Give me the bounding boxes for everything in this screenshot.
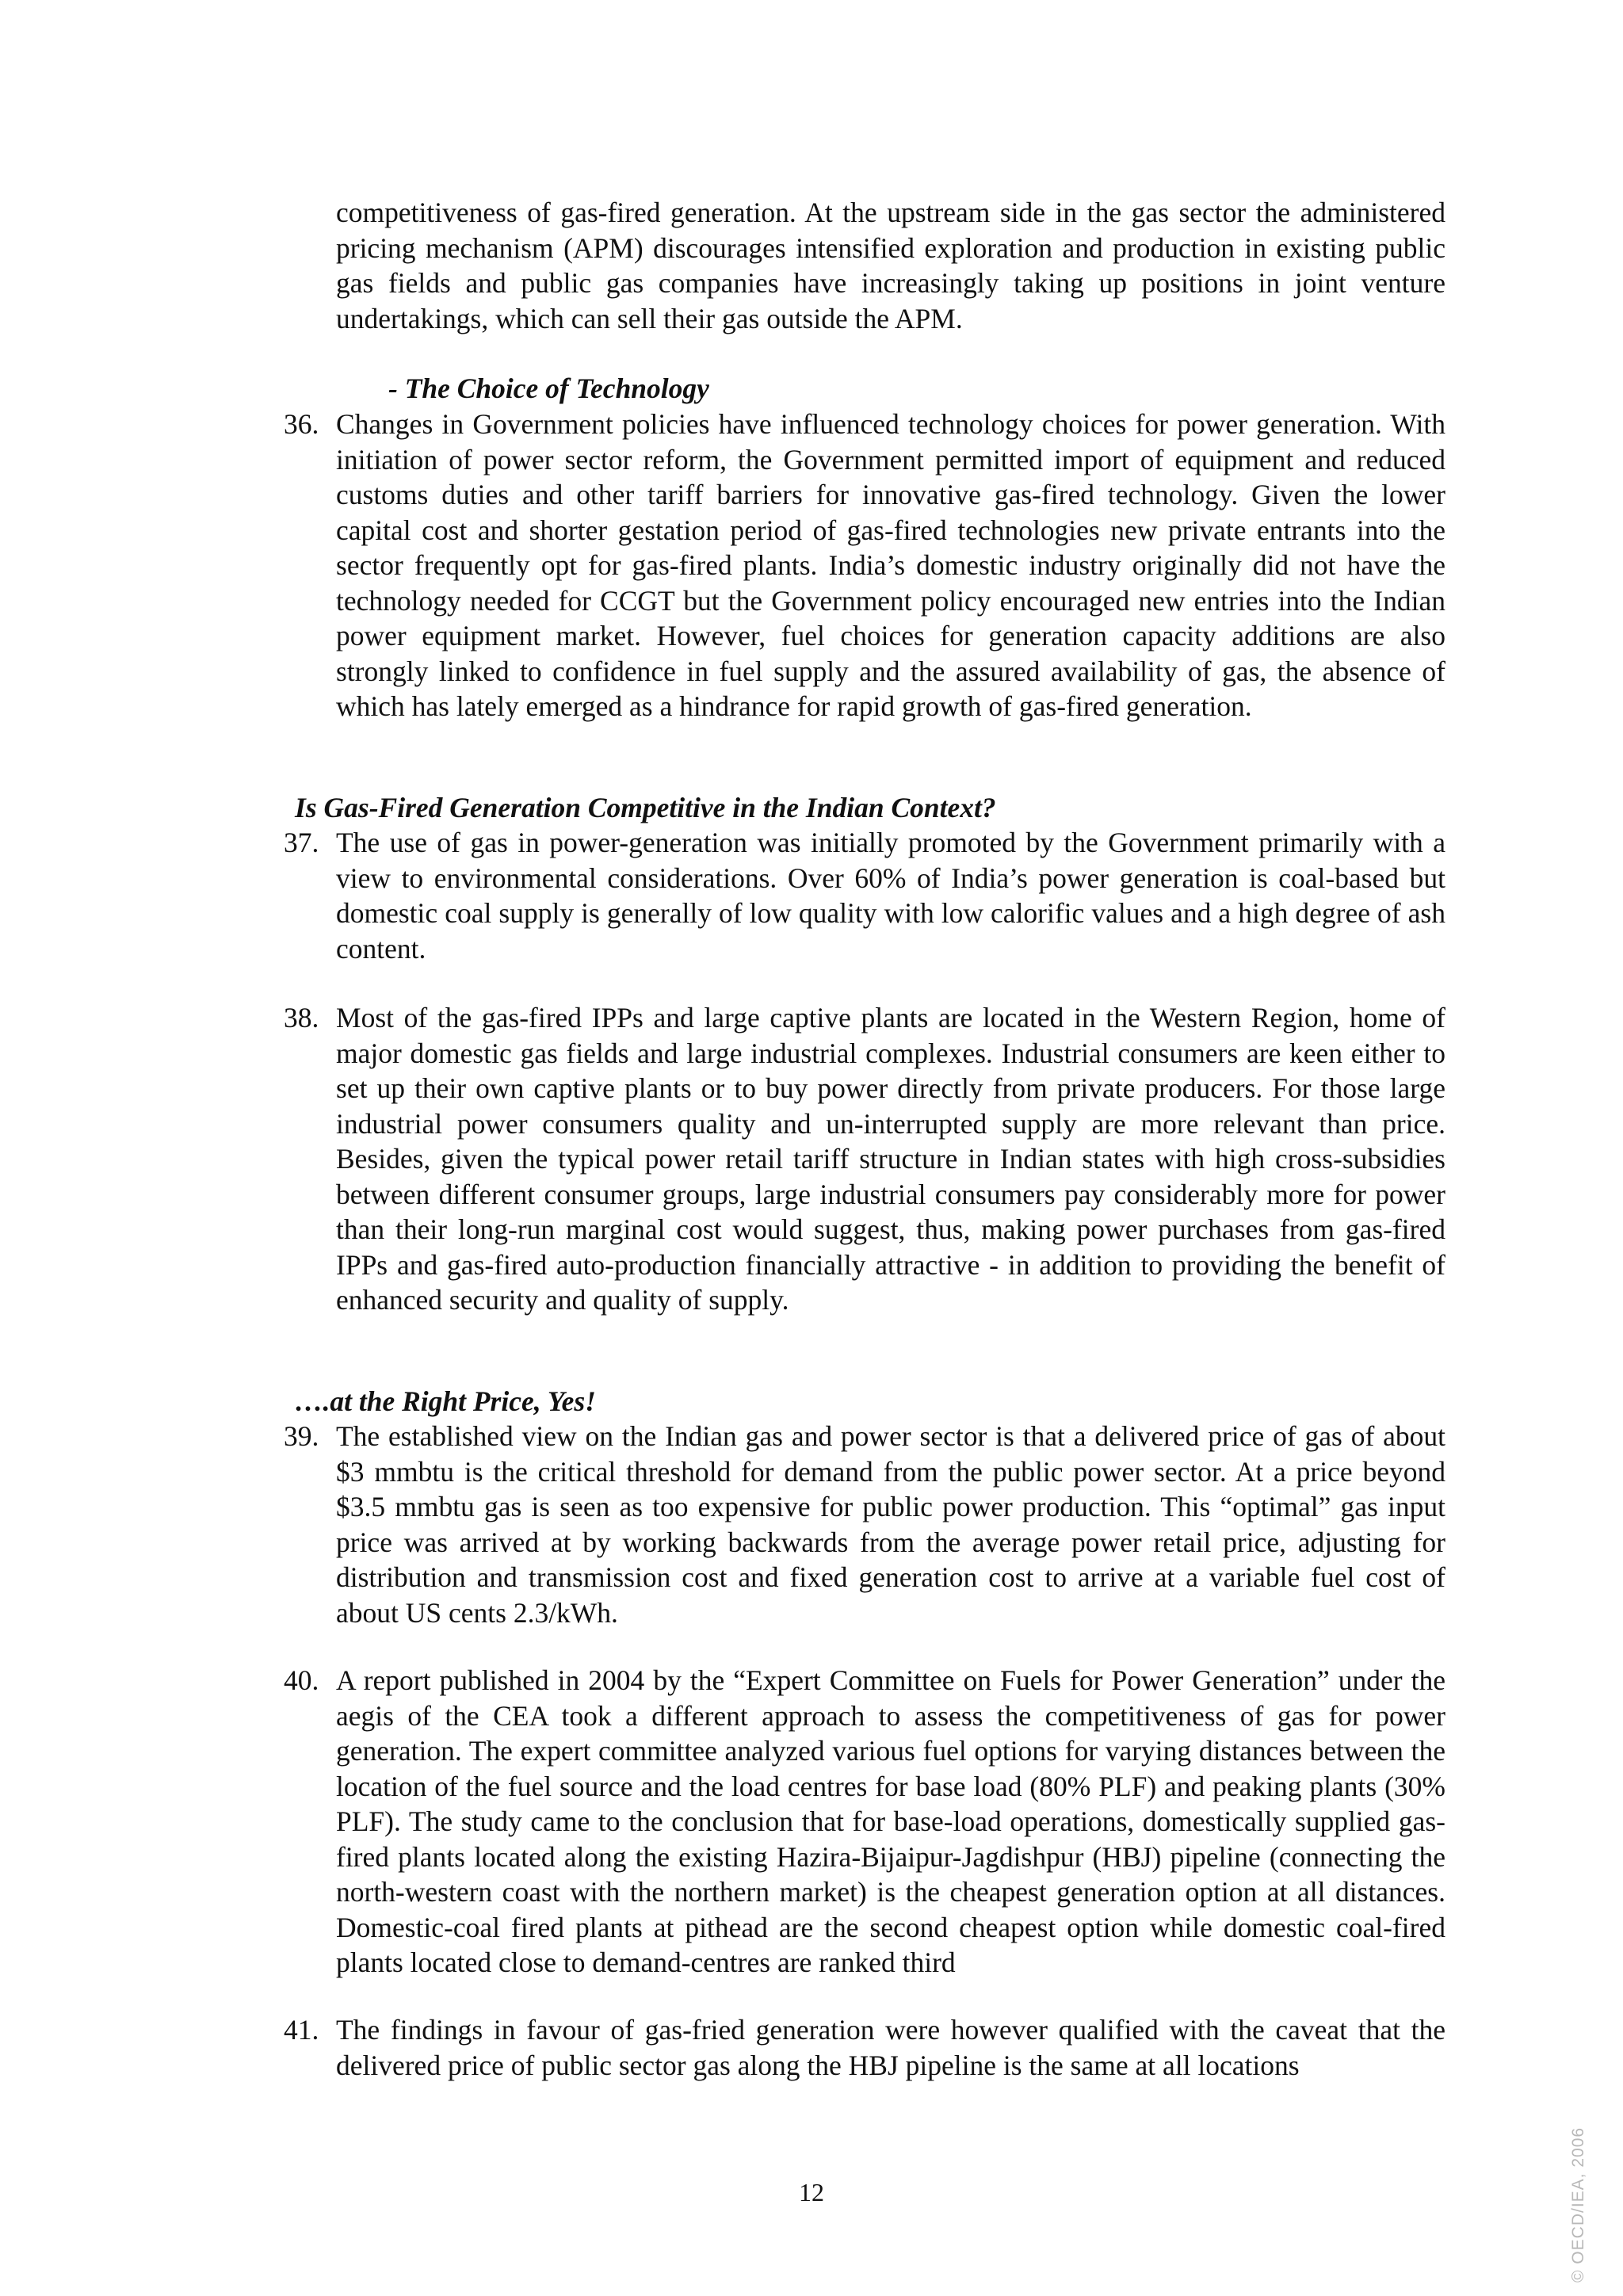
paragraph-number: 36.	[284, 408, 319, 440]
paragraph-text: Most of the gas-fired IPPs and large captive plants are located in the Western Region, home of major domestic gas fields and large industrial complexes. Industrial consumers are keen either to set up their own captive plants or to buy power directly from private producers. For those large industrial power consumers quality and un-interrupted supply are more relevant than price. Besides, given the typical power retail tariff structure in Indian states with high cross-subsidies between different consumer groups, large industrial consumers pay considerably more for power than their long-run marginal cost would suggest, thus, making power purchases from gas-fired IPPs and gas-fired auto-production financially attractive - in addition to providing the benefit of enhanced security and quality of supply.	[336, 1002, 1445, 1316]
paragraph-40	[284, 1663, 1445, 1981]
paragraph-39	[284, 1419, 1445, 1630]
copyright-watermark: © OECD/IEA, 2006	[1569, 2126, 1587, 2283]
paragraph-41	[284, 2012, 1445, 2083]
paragraph-37	[284, 825, 1445, 966]
paragraph-text: A report published in 2004 by the “Expert Committee on Fuels for Power Generation” under the aegis of the CEA took a different approach to assess the competitiveness of gas for power generation. The expert committee analyzed various fuel options for varying distances between the location of the fuel source and the load centres for base load (80% PLF) and peaking plants (30% PLF). The study came to the conclusion that for base-load operations, domestically supplied gas-fired plants located along the existing Hazira-Bijaipur-Jagdishpur (HBJ) pipeline (connecting the north-western coast with the northern market) is the cheapest generation option at all distances. Domestic-coal fired plants at pithead are the second cheapest option while domestic coal-fired plants located close to demand-centres are ranked third	[336, 1664, 1445, 1978]
paragraph-number: 39.	[284, 1420, 319, 1452]
paragraph-text: The established view on the Indian gas and power sector is that a delivered price of gas of about $3 mmbtu is the critical threshold for demand from the public power sector. At a price beyond $3.5 mmbtu gas is seen as too expensive for public power production. This “optimal” gas input price was arrived at by working backwards from the average power retail price, adjusting for distribution and transmission cost and fixed generation cost to arrive at a variable fuel cost of about US cents 2.3/kWh.	[336, 1420, 1445, 1629]
paragraph-36	[284, 407, 1445, 724]
paragraph-number: 37.	[284, 827, 319, 858]
paragraph-number: 38.	[284, 1002, 319, 1033]
heading-gas-fired-competitive: Is Gas-Fired Generation Competitive in the Indian Context?	[295, 792, 996, 823]
paragraph-text: The use of gas in power-generation was initially promoted by the Government primarily with a view to environmental considerations. Over 60% of India’s power generation is coal-based but domestic coal supply is generally of low quality with low calorific values and a high degree of ash content.	[336, 827, 1445, 965]
subheading-choice-of-technology: - The Choice of Technology	[388, 372, 709, 404]
paragraph-text: Changes in Government policies have influenced technology choices for power generation. With initiation of power sector reform, the Government permitted import of equipment and reduced customs duties and other tariff barriers for innovative gas-fired technology. Given the lower capital cost and shorter gestation period of gas-fired technologies new private entrants into the sector frequently opt for gas-fired plants. India’s domestic industry originally did not have the technology needed for CCGT but the Government policy encouraged new entries into the Indian power equipment market. However, fuel choices for generation capacity additions are also strongly linked to confidence in fuel supply and the assured availability of gas, the absence of which has lately emerged as a hindrance for rapid growth of gas-fired generation.	[336, 408, 1445, 722]
intro-paragraph: competitiveness of gas-fired generation. At the upstream side in the gas sector the administered pricing mechanism (APM) discourages intensified exploration and production in existing public gas fields and public gas companies have increasingly taking up positions in joint venture undertakings, which can sell their gas outside the APM.	[336, 197, 1445, 334]
paragraph-text: The findings in favour of gas-fried generation were however qualified with the caveat that the delivered price of public sector gas along the HBJ pipeline is the same at all locations	[336, 2014, 1445, 2081]
paragraph-38	[284, 1000, 1445, 1318]
paragraph-number: 40.	[284, 1664, 319, 1696]
paragraph-number: 41.	[284, 2014, 319, 2046]
heading-right-price: ….at the Right Price, Yes!	[295, 1385, 596, 1417]
page-number: 12	[799, 2178, 824, 2206]
